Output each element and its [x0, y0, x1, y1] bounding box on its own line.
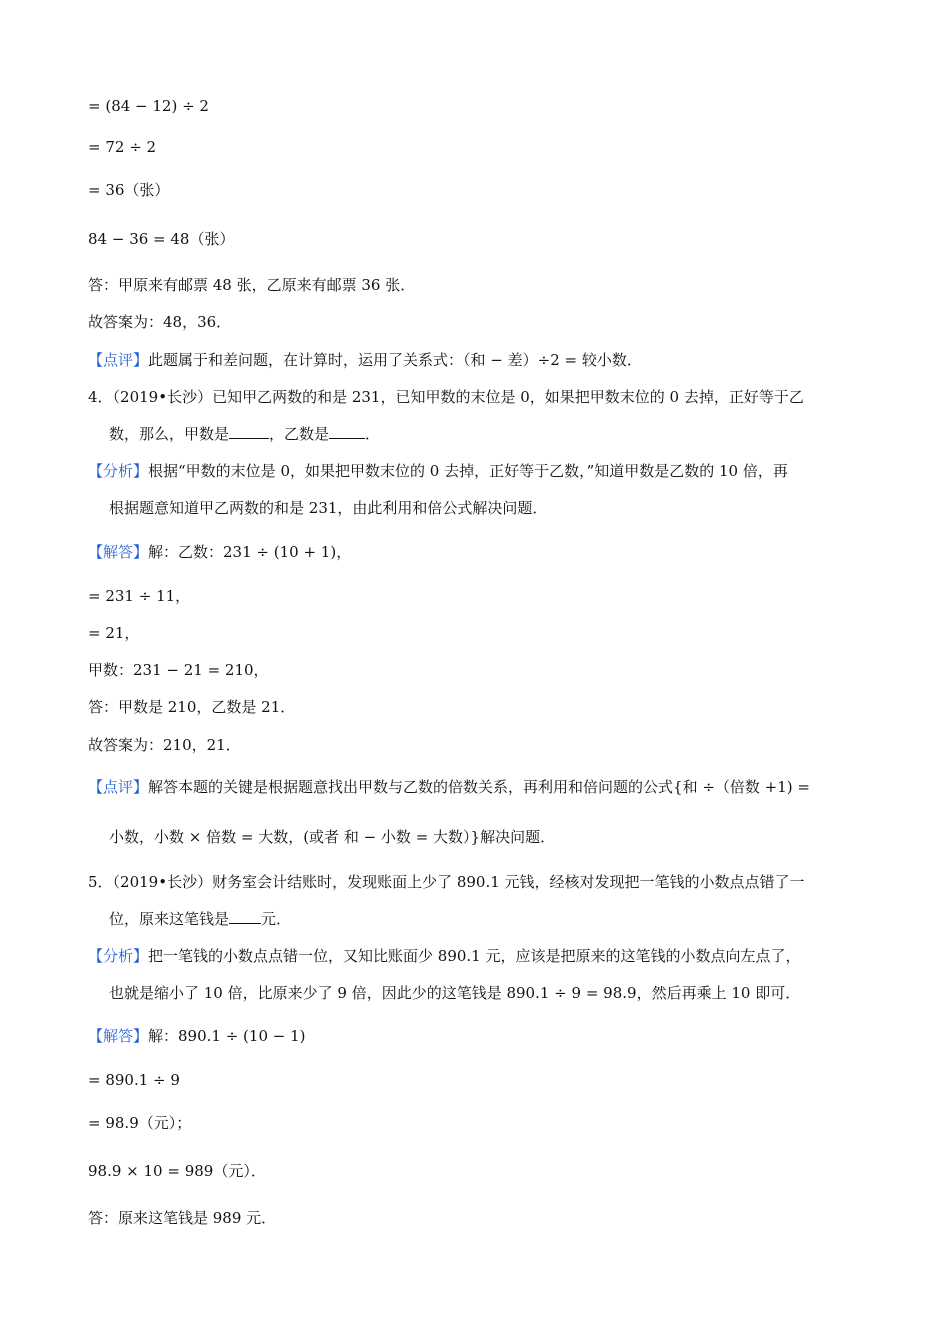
q4-analysis-line-1: [88, 461, 788, 481]
q5-text-b: 元．: [261, 910, 292, 928]
q4-solution-line-2: = 231 ÷ 11，: [88, 587, 191, 605]
q4-text-a: 数，那么，甲数是: [109, 425, 230, 443]
comment-tag: 【点评】: [88, 778, 149, 796]
q4-blank-yi: [329, 424, 365, 439]
q4-final-answer: 故答案为：210，21．: [88, 736, 241, 754]
solution-text: 解：乙数：231 ÷ (10 + 1)，: [148, 543, 352, 561]
analysis-tag: 【分析】: [88, 462, 149, 480]
q5-answer: 答：原来这笔钱是 989 元．: [88, 1209, 277, 1227]
q4-solution-line-4: 甲数：231 − 21 = 210，: [88, 661, 269, 679]
q5-text-a: 位，原来这笔钱是: [109, 910, 230, 928]
q4-comment-line-1: [88, 777, 810, 797]
comment-text: 解答本题的关键是根据题意找出甲数与乙数的倍数关系，再利用和倍问题的公式{和 ÷（倍数 +1) =: [148, 778, 810, 796]
prev-step-1: = (84 − 12) ÷ 2: [88, 97, 209, 115]
q5-analysis-line-2: 也就是缩小了 10 倍，比原来少了 9 倍，因此少的这笔钱是 890.1 ÷ 9 = 98.9，然后再乘上 10 即可．: [109, 984, 801, 1002]
q4-question-line-1: 4．（2019•长沙）已知甲乙两数的和是 231，已知甲数的末位是 0，如果把甲数末位的 0 去掉，正好等于乙: [88, 388, 804, 406]
q4-analysis-line-2: 根据题意知道甲乙两数的和是 231，由此利用和倍公式解决问题．: [109, 499, 548, 517]
comment-text: 此题属于和差问题，在计算时，运用了关系式：（和 − 差）÷2 = 较小数．: [148, 351, 642, 369]
q4-text-b: ，乙数是: [269, 425, 330, 443]
prev-step-2: = 72 ÷ 2: [88, 138, 157, 156]
q5-solution-line-1: [88, 1026, 306, 1046]
q4-solution-line-3: = 21，: [88, 624, 140, 642]
q5-question-line-2: [109, 909, 291, 929]
prev-comment: [88, 350, 642, 370]
prev-final-answer: 故答案为：48，36．: [88, 313, 232, 331]
q5-solution-line-3: = 98.9（元）；: [88, 1114, 192, 1132]
analysis-text: 把一笔钱的小数点点错一位，又知比账面少 890.1 元，应该是把原来的这笔钱的小数点向左点了，: [148, 947, 801, 965]
analysis-text: 根据“甲数的末位是 0，如果把甲数末位的 0 去掉，正好等于乙数，”知道甲数是乙数的 10 倍，再: [148, 462, 788, 480]
q5-blank-amount: [229, 909, 261, 924]
solution-tag: 【解答】: [88, 1027, 149, 1045]
q5-analysis-line-1: [88, 946, 801, 966]
q4-comment-line-2: 小数，小数 × 倍数 = 大数，(或者 和 − 小数 = 大数）}解决问题．: [109, 828, 556, 846]
q4-question-line-2: [109, 424, 380, 444]
q5-solution-line-2: = 890.1 ÷ 9: [88, 1071, 180, 1089]
q5-question-line-1: 5．（2019•长沙）财务室会计结账时，发现账面上少了 890.1 元钱，经核对发现把一笔钱的小数点点错了一: [88, 873, 805, 891]
q4-blank-jia: [229, 424, 269, 439]
solution-tag: 【解答】: [88, 543, 149, 561]
comment-tag: 【点评】: [88, 351, 149, 369]
prev-step-4: 84 − 36 = 48（张）: [88, 230, 235, 248]
q4-text-c: ．: [365, 425, 381, 443]
q4-answer: 答：甲数是 210，乙数是 21．: [88, 698, 296, 716]
prev-answer: 答：甲原来有邮票 48 张，乙原来有邮票 36 张．: [88, 276, 416, 294]
prev-step-3: = 36（张）: [88, 181, 170, 199]
q5-solution-line-4: 98.9 × 10 = 989（元）．: [88, 1162, 266, 1180]
q4-solution-line-1: [88, 542, 351, 562]
solution-text: 解：890.1 ÷ (10 − 1): [148, 1027, 306, 1045]
analysis-tag: 【分析】: [88, 947, 149, 965]
